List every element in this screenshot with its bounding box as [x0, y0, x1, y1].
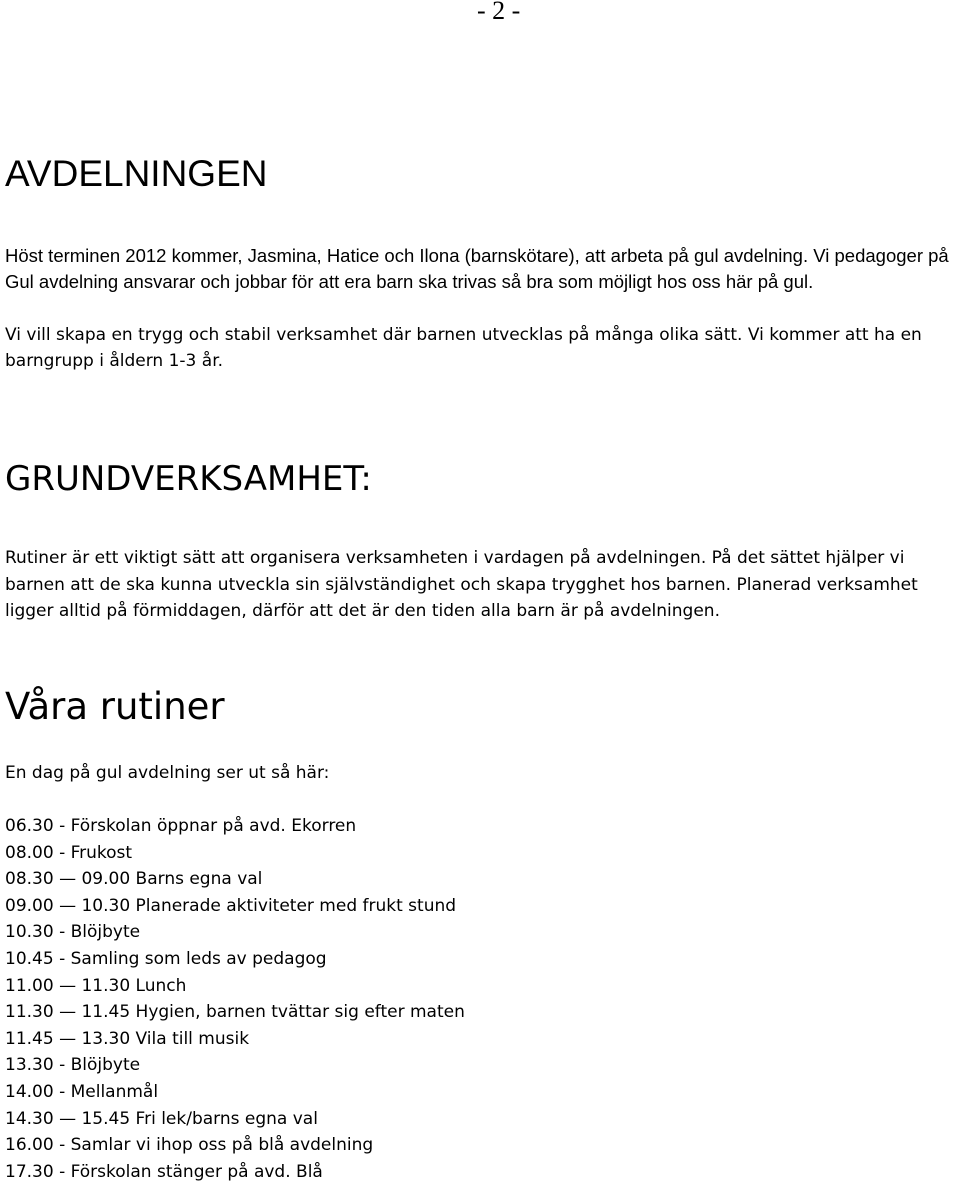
- heading-vara-rutiner: Våra rutiner: [5, 685, 225, 728]
- schedule-item: 06.30 - Förskolan öppnar på avd. Ekorren: [5, 816, 357, 836]
- schedule-item: 10.30 - Blöjbyte: [5, 922, 141, 943]
- schedule-item: 11.45 — 13.30 Vila till musik: [5, 1028, 250, 1049]
- schedule-item: 11.00 — 11.30 Lunch: [5, 975, 187, 996]
- schedule-item: 16.00 - Samlar vi ihop oss på blå avdelning: [5, 1135, 374, 1156]
- daily-schedule: [5, 813, 465, 1185]
- schedule-item: 10.45 - Samling som leds av pedagog: [5, 948, 327, 969]
- grundverksamhet-paragraph: Rutiner är ett viktigt sätt att organisera verksamheten i vardagen på avdelningen. På det sättet hjälper vi barnen att de ska kunna utveckla sin självständighet och skapa trygghet hos barnen. Planerad verksamhet ligger alltid på förmiddagen, därför att det är den tiden alla barn är på avdelningen.: [5, 548, 918, 621]
- schedule-item: 14.30 — 15.45 Fri lek/barns egna val: [5, 1108, 318, 1129]
- schedule-intro: En dag på gul avdelning ser ut så här:: [5, 763, 330, 783]
- schedule-item: 17.30 - Förskolan stänger på avd. Blå: [5, 1161, 323, 1182]
- intro-paragraph: Höst terminen 2012 kommer, Jasmina, Hatice och Ilona (barnskötare), att arbeta på gul avdelning. Vi pedagoger på Gul avdelning ansvarar och jobbar för att era barn ska trivas så bra som möjligt hos oss här på gul.: [5, 245, 949, 292]
- schedule-item: 11.30 — 11.45 Hygien, barnen tvättar sig efter maten: [5, 1002, 465, 1023]
- intro-paragraph-continued: Vi vill skapa en trygg och stabil verksamhet där barnen utvecklas på många olika sätt. Vi kommer att ha en barngrupp i åldern 1-3 år.: [5, 325, 922, 371]
- schedule-item: 14.00 - Mellanmål: [5, 1081, 159, 1102]
- schedule-item: 08.30 — 09.00 Barns egna val: [5, 869, 263, 890]
- schedule-item: 08.00 - Frukost: [5, 842, 133, 863]
- schedule-item: 09.00 — 10.30 Planerade aktiviteter med frukt stund: [5, 895, 457, 916]
- page-number: - 2 -: [477, 0, 521, 25]
- heading-avdelningen: AVDELNINGEN: [5, 153, 268, 194]
- heading-grundverksamhet: GRUNDVERKSAMHET:: [5, 459, 372, 499]
- schedule-item: 13.30 - Blöjbyte: [5, 1055, 141, 1076]
